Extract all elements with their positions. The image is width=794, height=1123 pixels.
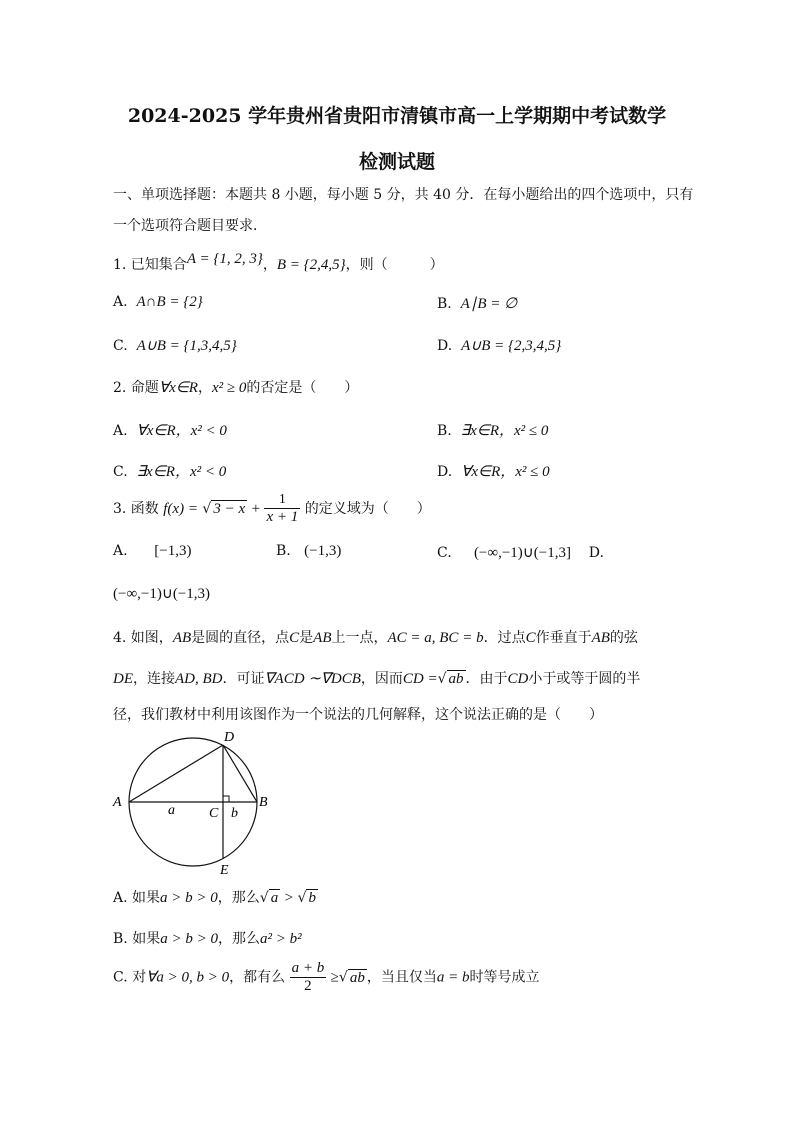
option-math: ∀a > 0, b > 0 bbox=[146, 969, 230, 986]
option-text: A∪B = {1,3,4,5} bbox=[136, 338, 237, 354]
q2-stmt: ∀x∈R bbox=[158, 380, 198, 396]
q2-option-d[interactable] bbox=[437, 460, 550, 481]
option-text: ，那么 bbox=[217, 890, 260, 906]
section-heading-line2: 一个选项符合题目要求． bbox=[113, 218, 267, 234]
frac-den: 2 bbox=[304, 978, 312, 994]
q4-math: DE bbox=[113, 671, 133, 687]
q4-math: CD = bbox=[402, 671, 438, 687]
sqrt-icon: √ bbox=[297, 890, 307, 906]
q2-mid: ， bbox=[197, 380, 212, 396]
option-math: a bbox=[270, 890, 279, 906]
q4-math: ab bbox=[448, 671, 464, 687]
sqrt-icon: √ bbox=[259, 890, 269, 906]
q1-sep: ， bbox=[262, 257, 277, 273]
q3-prefix: 3. 函数 bbox=[113, 501, 159, 517]
q4-text: 是圆的直径，点 bbox=[191, 630, 290, 646]
option-math: ≥ bbox=[330, 969, 339, 986]
label-e: E bbox=[220, 863, 229, 878]
q3-option-c[interactable] bbox=[437, 543, 604, 562]
q4-math: C bbox=[289, 630, 300, 646]
option-text: (−∞,−1)∪(−1,3) bbox=[113, 586, 211, 602]
option-label: A. bbox=[113, 423, 128, 439]
q1-set-a: A = {1, 2, 3} bbox=[186, 251, 263, 267]
q2-option-a[interactable] bbox=[113, 419, 227, 440]
option-text: ，当且仅当 bbox=[366, 969, 437, 986]
option-text: (−1,3) bbox=[304, 543, 342, 559]
q3-suffix: 的定义域为（ ） bbox=[304, 501, 431, 517]
option-text: A. 如果 bbox=[113, 890, 161, 906]
option-label: B. bbox=[276, 543, 291, 559]
option-label: B. bbox=[437, 296, 452, 312]
option-math: > bbox=[284, 890, 294, 906]
q4-option-c[interactable] bbox=[113, 960, 539, 995]
circle-diagram bbox=[110, 728, 280, 878]
q4-text: 作垂直于 bbox=[535, 630, 592, 646]
q4-math: CD bbox=[507, 671, 529, 687]
option-math: a² > b² bbox=[259, 931, 302, 947]
q3-radicand: 3 − x bbox=[213, 501, 246, 517]
question-4-line3: 径，我们教材中利用该图作为一个说法的几何解释，这个说法正确的是（ ） bbox=[113, 707, 603, 723]
q4-math: AB bbox=[591, 630, 610, 646]
q1-set-b: B = {2,4,5} bbox=[276, 257, 346, 273]
option-label: B. bbox=[437, 423, 452, 439]
q2-option-b[interactable] bbox=[437, 419, 548, 440]
segment-bd bbox=[223, 745, 257, 802]
label-a: A bbox=[113, 795, 122, 810]
option-text: (−∞,−1)∪(−1,3] bbox=[473, 545, 571, 561]
q4-option-b[interactable] bbox=[113, 928, 302, 948]
q4-text: 4. 如图， bbox=[113, 630, 173, 646]
option-math: a > b > 0 bbox=[160, 931, 218, 947]
q3-option-d[interactable] bbox=[113, 584, 210, 603]
q1-prefix: 1. 已知集合 bbox=[113, 257, 187, 273]
option-math: b bbox=[308, 890, 316, 906]
option-text: ，那么 bbox=[217, 931, 260, 947]
q3-frac-num: 1 bbox=[264, 492, 300, 509]
option-label: D. bbox=[437, 338, 453, 354]
section-heading-line1: 一、单项选择题：本题共 8 小题，每小题 5 分，共 40 分．在每小题给出的四个选项中，只有 bbox=[113, 187, 694, 203]
option-text: 时等号成立 bbox=[469, 969, 540, 986]
option-label: C. bbox=[437, 545, 452, 561]
q4-text: ．过点 bbox=[483, 630, 526, 646]
option-text: [−1,3) bbox=[154, 543, 192, 559]
option-text: ∃x∈R，x² ≤ 0 bbox=[460, 423, 549, 439]
option-label: C. bbox=[113, 338, 128, 354]
option-label: A. bbox=[113, 543, 128, 559]
q1-option-a[interactable] bbox=[113, 294, 203, 311]
q4-text: 是 bbox=[299, 630, 314, 646]
question-2 bbox=[113, 377, 358, 397]
option-text: A∣B = ∅ bbox=[460, 296, 518, 312]
option-text: ，都有么 bbox=[229, 969, 286, 986]
label-d: D bbox=[224, 730, 235, 745]
q3-option-b[interactable] bbox=[276, 543, 341, 560]
sqrt-icon: √ bbox=[202, 501, 212, 517]
q4-math: AD, BD bbox=[175, 671, 223, 687]
option-math: ab bbox=[349, 969, 365, 986]
q4-math: AC = a, BC = b bbox=[387, 630, 484, 646]
q3-plus: + bbox=[251, 501, 261, 517]
option-text: ∀x∈R，x² ≤ 0 bbox=[461, 464, 550, 480]
segment-ad bbox=[129, 745, 223, 802]
option-math: a = b bbox=[436, 969, 470, 986]
label-b-length: b bbox=[231, 806, 238, 821]
right-angle-mark bbox=[223, 796, 229, 802]
q3-option-a[interactable] bbox=[113, 543, 191, 560]
q4-text: ．可证 bbox=[222, 671, 265, 687]
q4-math: AB bbox=[313, 630, 332, 646]
option-text: ∃x∈R，x² < 0 bbox=[136, 464, 227, 480]
q3-frac-den: x + 1 bbox=[266, 509, 299, 525]
option-text: C. 对 bbox=[113, 969, 147, 986]
question-4-line1 bbox=[113, 627, 638, 647]
option-label: C. bbox=[113, 464, 128, 480]
q4-text: ，连接 bbox=[133, 671, 175, 687]
question-3 bbox=[113, 492, 431, 526]
q4-math: C bbox=[525, 630, 536, 646]
option-text: A∩B = {2} bbox=[136, 294, 203, 310]
sqrt-icon: √ bbox=[338, 969, 348, 986]
q4-math: ∇ACD ∼∇DCB bbox=[264, 671, 361, 687]
q1-option-c[interactable] bbox=[113, 336, 237, 355]
q1-suffix: ，则（ ） bbox=[345, 257, 444, 273]
q2-ineq: x² ≥ 0 bbox=[211, 380, 247, 396]
q4-option-a[interactable] bbox=[113, 887, 318, 907]
q3-fraction bbox=[264, 492, 300, 526]
option-label: D. bbox=[437, 464, 453, 480]
label-b: B bbox=[259, 795, 268, 810]
c-fraction bbox=[290, 960, 327, 995]
question-4-line2 bbox=[113, 668, 640, 688]
q2-suffix: 的否定是（ ） bbox=[246, 380, 359, 396]
sqrt-icon: √ bbox=[437, 671, 447, 687]
option-text: B. 如果 bbox=[113, 931, 161, 947]
q2-prefix: 2. 命题 bbox=[113, 380, 159, 396]
q2-option-c[interactable] bbox=[113, 460, 226, 481]
q4-text: 小于或等于圆的半 bbox=[528, 671, 641, 687]
label-a-length: a bbox=[168, 803, 175, 818]
q4-math: AB bbox=[172, 630, 192, 646]
option-label-d: D. bbox=[588, 545, 604, 561]
q1-option-b[interactable] bbox=[437, 294, 517, 313]
q4-text: ，因而 bbox=[360, 671, 403, 687]
q4-text: ．由于 bbox=[465, 671, 508, 687]
q3-func: f(x) = bbox=[163, 501, 198, 517]
question-1 bbox=[113, 251, 444, 274]
label-c: C bbox=[209, 806, 219, 821]
frac-num: a + b bbox=[291, 960, 325, 976]
page-title-line1: 2024-2025 学年贵州省贵阳市清镇市高一上学期期中考试数学 bbox=[127, 105, 667, 127]
q4-text: 上一点， bbox=[331, 630, 388, 646]
option-label: A. bbox=[113, 294, 128, 310]
option-text: ∀x∈R，x² < 0 bbox=[136, 423, 227, 439]
option-math: a > b > 0 bbox=[160, 890, 218, 906]
page-title-line2: 检测试题 bbox=[358, 151, 435, 173]
option-text: A∪B = {2,3,4,5} bbox=[461, 338, 562, 354]
q1-option-d[interactable] bbox=[437, 336, 561, 355]
q4-text: 的弦 bbox=[609, 630, 638, 646]
